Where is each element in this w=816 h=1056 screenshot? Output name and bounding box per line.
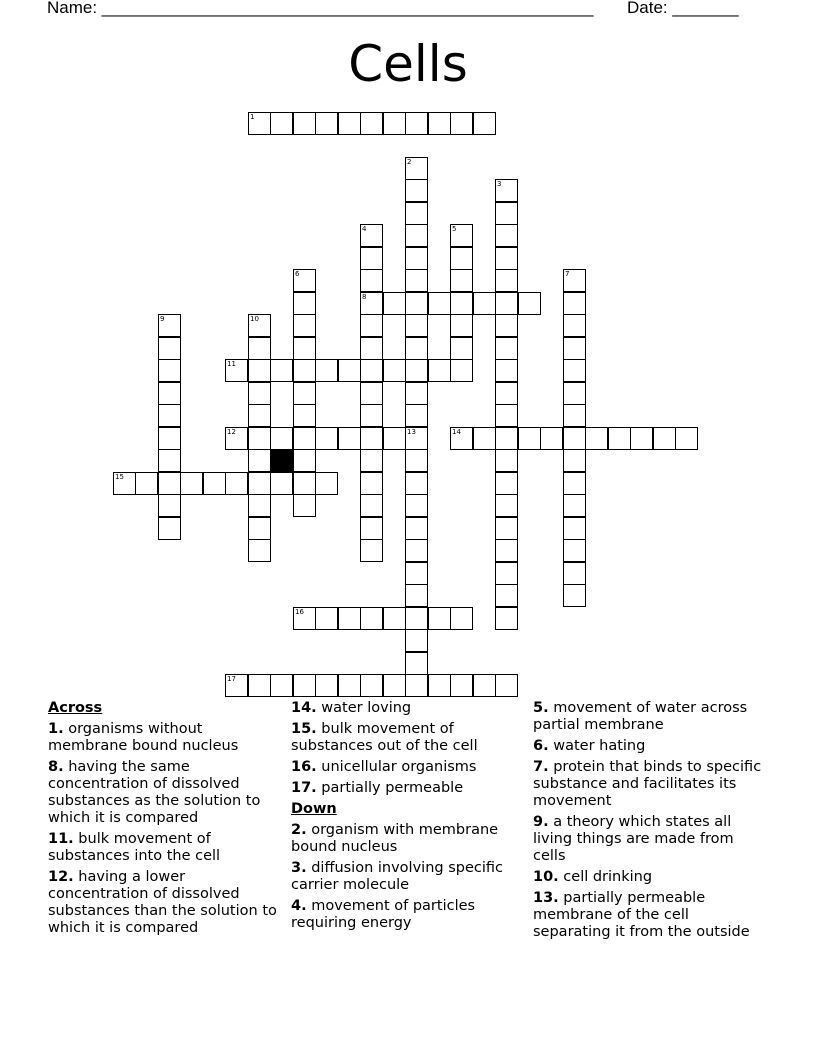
grid-cell[interactable] [293,382,316,405]
grid-cell[interactable] [450,607,473,630]
clue-down-3 [291,860,521,894]
grid-cell[interactable] [315,427,338,450]
grid-cell[interactable] [203,472,226,495]
grid-cell[interactable] [248,382,271,405]
clue-text: movement of particles requiring energy [291,898,476,931]
grid-cell[interactable] [293,404,316,427]
grid-cell[interactable] [360,404,383,427]
grid-cell[interactable] [653,427,676,450]
grid-cell[interactable] [360,382,383,405]
grid-cell[interactable] [495,359,518,382]
clue-text: movement of water across partial membrane [533,700,748,733]
grid-cell[interactable] [450,359,473,382]
grid-cell[interactable] [248,112,271,135]
clue-number: 5. [533,700,549,716]
grid-cell[interactable] [158,472,181,495]
grid-cell[interactable] [293,494,316,517]
grid-cell[interactable] [383,674,406,697]
grid-cell[interactable] [495,202,518,225]
clue-across-12 [48,869,280,937]
grid-cell[interactable] [675,427,698,450]
grid-cell[interactable] [360,224,383,247]
grid-cell[interactable] [450,224,473,247]
grid-cell[interactable] [495,314,518,337]
clue-text: organism with membrane bound nucleus [291,822,499,855]
clue-text: cell drinking [563,869,653,885]
grid-cell[interactable] [405,112,428,135]
grid-cell[interactable] [405,202,428,225]
cell-number: 9 [160,315,165,323]
grid-cell[interactable] [225,427,248,450]
cell-number: 7 [565,270,570,278]
grid-cell[interactable] [405,224,428,247]
grid-cell[interactable] [495,404,518,427]
grid-cell[interactable] [450,112,473,135]
grid-cell[interactable] [360,269,383,292]
grid-cell[interactable] [360,607,383,630]
grid-cell[interactable] [495,269,518,292]
grid-cell[interactable] [608,427,631,450]
grid-cell[interactable] [563,337,586,360]
grid-cell[interactable] [473,427,496,450]
grid-cell[interactable] [248,404,271,427]
grid-cell[interactable] [540,427,563,450]
cell-number: 8 [362,293,367,301]
clue-text: water hating [553,738,646,754]
grid-cell[interactable] [248,337,271,360]
grid-cell[interactable] [293,427,316,450]
grid-cell[interactable] [563,539,586,562]
cell-number: 16 [295,608,304,616]
clue-across-17 [291,780,521,797]
clue-text: organisms without membrane bound nucleus [48,721,239,754]
grid-cell[interactable] [338,674,361,697]
clue-text: bulk movement of substances out of the cell [291,721,478,754]
grid-cell[interactable] [495,247,518,270]
grid-cell[interactable] [180,472,203,495]
grid-cell[interactable] [293,449,316,472]
grid-cell[interactable] [383,427,406,450]
grid-cell[interactable] [293,359,316,382]
cell-number: 14 [452,428,461,436]
clue-across-8 [48,759,280,827]
grid-cell[interactable] [158,494,181,517]
grid-cell[interactable] [495,472,518,495]
grid-cell[interactable] [360,449,383,472]
grid-cell[interactable] [405,382,428,405]
grid-cell[interactable] [158,427,181,450]
clue-number: 10. [533,869,559,885]
clue-number: 8. [48,759,64,775]
grid-cell[interactable] [563,517,586,540]
grid-cell[interactable] [428,674,451,697]
grid-cell[interactable] [563,427,586,450]
clue-down-4 [291,898,521,932]
clue-number: 16. [291,759,317,775]
grid-cell[interactable] [518,292,541,315]
grid-cell[interactable] [293,314,316,337]
clue-number: 13. [533,890,559,906]
grid-cell[interactable] [405,337,428,360]
grid-cell[interactable] [495,539,518,562]
clue-text: partially permeable [321,780,464,796]
cell-number: 3 [497,180,502,188]
grid-cell[interactable] [563,269,586,292]
page-title: Cells [348,35,468,93]
grid-cell[interactable] [405,314,428,337]
clue-text: bulk movement of substances into the cell [48,831,221,864]
grid-cell[interactable] [315,359,338,382]
grid-cell[interactable] [428,112,451,135]
grid-cell[interactable] [248,359,271,382]
clue-text: water loving [321,700,412,716]
grid-cell[interactable] [405,517,428,540]
grid-cell[interactable] [360,359,383,382]
grid-cell[interactable] [315,674,338,697]
clue-text: having a lower concentration of dissolved substances than the solution to which it is compared [48,869,277,936]
grid-cell[interactable] [495,584,518,607]
grid-cell[interactable] [293,607,316,630]
grid-cell[interactable] [428,292,451,315]
grid-cell[interactable] [405,359,428,382]
clue-down-9 [533,814,769,865]
grid-cell[interactable] [360,337,383,360]
clue-down-2 [291,822,521,856]
cell-number: 15 [115,473,124,481]
cell-number: 12 [227,428,236,436]
grid-cell[interactable] [225,359,248,382]
cell-number: 1 [250,113,255,121]
grid-cell[interactable] [405,404,428,427]
clue-number: 3. [291,860,307,876]
down-heading: Down [291,801,337,817]
grid-black-cell [270,449,293,472]
grid-cell[interactable] [405,269,428,292]
grid-cell[interactable] [248,314,271,337]
grid-cell[interactable] [383,112,406,135]
grid-cell[interactable] [405,157,428,180]
grid-cell[interactable] [495,517,518,540]
grid-cell[interactable] [270,472,293,495]
grid-cell[interactable] [338,607,361,630]
grid-cell[interactable] [495,607,518,630]
grid-cell[interactable] [405,494,428,517]
grid-cell[interactable] [225,674,248,697]
grid-cell[interactable] [405,584,428,607]
grid-cell[interactable] [563,449,586,472]
grid-cell[interactable] [405,472,428,495]
grid-cell[interactable] [383,292,406,315]
grid-cell[interactable] [270,674,293,697]
grid-cell[interactable] [405,652,428,675]
grid-cell[interactable] [360,247,383,270]
grid-cell[interactable] [248,517,271,540]
grid-cell[interactable] [473,674,496,697]
grid-cell[interactable] [338,427,361,450]
grid-cell[interactable] [563,382,586,405]
grid-cell[interactable] [158,359,181,382]
grid-cell[interactable] [563,562,586,585]
grid-cell[interactable] [405,629,428,652]
clue-column-3 [533,700,769,945]
grid-cell[interactable] [428,359,451,382]
clue-number: 12. [48,869,74,885]
clue-down-10 [533,869,769,886]
grid-cell[interactable] [338,359,361,382]
clue-across-16 [291,759,521,776]
grid-cell[interactable] [360,112,383,135]
cell-number: 13 [407,428,416,436]
grid-cell[interactable] [293,269,316,292]
clue-number: 2. [291,822,307,838]
grid-cell[interactable] [495,449,518,472]
clue-number: 1. [48,721,64,737]
grid-cell[interactable] [383,359,406,382]
grid-cell[interactable] [563,292,586,315]
grid-cell[interactable] [270,427,293,450]
clue-down-6 [533,738,769,755]
grid-cell[interactable] [405,674,428,697]
across-heading: Across [48,700,103,716]
clue-number: 9. [533,814,549,830]
clue-number: 11. [48,831,74,847]
grid-cell[interactable] [248,539,271,562]
grid-cell[interactable] [360,517,383,540]
grid-cell[interactable] [360,427,383,450]
grid-cell[interactable] [315,472,338,495]
grid-cell[interactable] [405,179,428,202]
grid-cell[interactable] [293,112,316,135]
grid-cell[interactable] [113,472,136,495]
grid-cell[interactable] [405,427,428,450]
clue-number: 14. [291,700,317,716]
grid-cell[interactable] [450,247,473,270]
grid-cell[interactable] [293,337,316,360]
clue-across-1 [48,721,280,755]
clue-text: having the same concentration of dissolved substances as the solution to which it is compared [48,759,261,826]
clue-across-15 [291,721,521,755]
grid-cell[interactable] [495,562,518,585]
grid-cell[interactable] [360,472,383,495]
grid-cell[interactable] [585,427,608,450]
clue-down-5 [533,700,769,734]
grid-cell[interactable] [248,472,271,495]
grid-cell[interactable] [405,292,428,315]
clue-across-14 [291,700,521,717]
grid-cell[interactable] [360,674,383,697]
clue-number: 7. [533,759,549,775]
grid-cell[interactable] [158,517,181,540]
cell-number: 4 [362,225,367,233]
grid-cell[interactable] [450,337,473,360]
grid-cell[interactable] [495,427,518,450]
grid-cell[interactable] [158,382,181,405]
grid-cell[interactable] [293,674,316,697]
name-field[interactable]: Name: ____________________________________________________ [47,0,594,17]
grid-cell[interactable] [450,674,473,697]
grid-cell[interactable] [450,427,473,450]
grid-cell[interactable] [360,494,383,517]
grid-cell[interactable] [563,584,586,607]
grid-cell[interactable] [338,112,361,135]
grid-cell[interactable] [563,314,586,337]
grid-cell[interactable] [248,427,271,450]
grid-cell[interactable] [405,539,428,562]
grid-cell[interactable] [630,427,653,450]
clue-down-7 [533,759,769,810]
grid-cell[interactable] [495,494,518,517]
grid-cell[interactable] [360,539,383,562]
grid-cell[interactable] [563,404,586,427]
clue-number: 6. [533,738,549,754]
grid-cell[interactable] [293,292,316,315]
grid-cell[interactable] [495,224,518,247]
clue-number: 4. [291,898,307,914]
grid-cell[interactable] [563,472,586,495]
grid-cell[interactable] [495,382,518,405]
cell-number: 5 [452,225,457,233]
clue-column-1 [48,700,280,941]
grid-cell[interactable] [428,607,451,630]
clue-text: partially permeable membrane of the cell separating it from the outside [533,890,750,940]
grid-cell[interactable] [495,179,518,202]
grid-cell[interactable] [248,494,271,517]
grid-cell[interactable] [405,562,428,585]
grid-cell[interactable] [450,292,473,315]
grid-cell[interactable] [473,292,496,315]
grid-cell[interactable] [495,292,518,315]
grid-cell[interactable] [405,247,428,270]
grid-cell[interactable] [135,472,158,495]
cell-number: 6 [295,270,300,278]
cell-number: 17 [227,675,236,683]
grid-cell[interactable] [473,112,496,135]
grid-cell[interactable] [158,314,181,337]
clue-text: protein that binds to specific substance and facilitates its movement [533,759,762,809]
clue-down-13 [533,890,769,941]
grid-cell[interactable] [405,607,428,630]
date-field[interactable]: Date: _______ [627,0,739,17]
grid-cell[interactable] [495,674,518,697]
clue-text: diffusion involving specific carrier molecule [291,860,503,893]
clue-across-11 [48,831,280,865]
grid-cell[interactable] [158,404,181,427]
clue-number: 15. [291,721,317,737]
clue-number: 17. [291,780,317,796]
grid-cell[interactable] [158,337,181,360]
cell-number: 11 [227,360,236,368]
grid-cell[interactable] [248,449,271,472]
grid-cell[interactable] [225,472,248,495]
grid-cell[interactable] [450,269,473,292]
grid-cell[interactable] [360,292,383,315]
clue-column-2 [291,700,521,936]
grid-cell[interactable] [360,314,383,337]
grid-cell[interactable] [518,427,541,450]
clue-text: a theory which states all living things are made from cells [533,814,734,864]
grid-cell[interactable] [293,472,316,495]
grid-cell[interactable] [315,607,338,630]
cell-number: 2 [407,158,412,166]
cell-number: 10 [250,315,259,323]
grid-cell[interactable] [563,359,586,382]
grid-cell[interactable] [270,359,293,382]
grid-cell[interactable] [405,449,428,472]
grid-cell[interactable] [315,112,338,135]
clue-text: unicellular organisms [321,759,477,775]
grid-cell[interactable] [450,314,473,337]
grid-cell[interactable] [383,607,406,630]
grid-cell[interactable] [158,449,181,472]
grid-cell[interactable] [563,494,586,517]
grid-cell[interactable] [270,112,293,135]
grid-cell[interactable] [248,674,271,697]
grid-cell[interactable] [495,337,518,360]
